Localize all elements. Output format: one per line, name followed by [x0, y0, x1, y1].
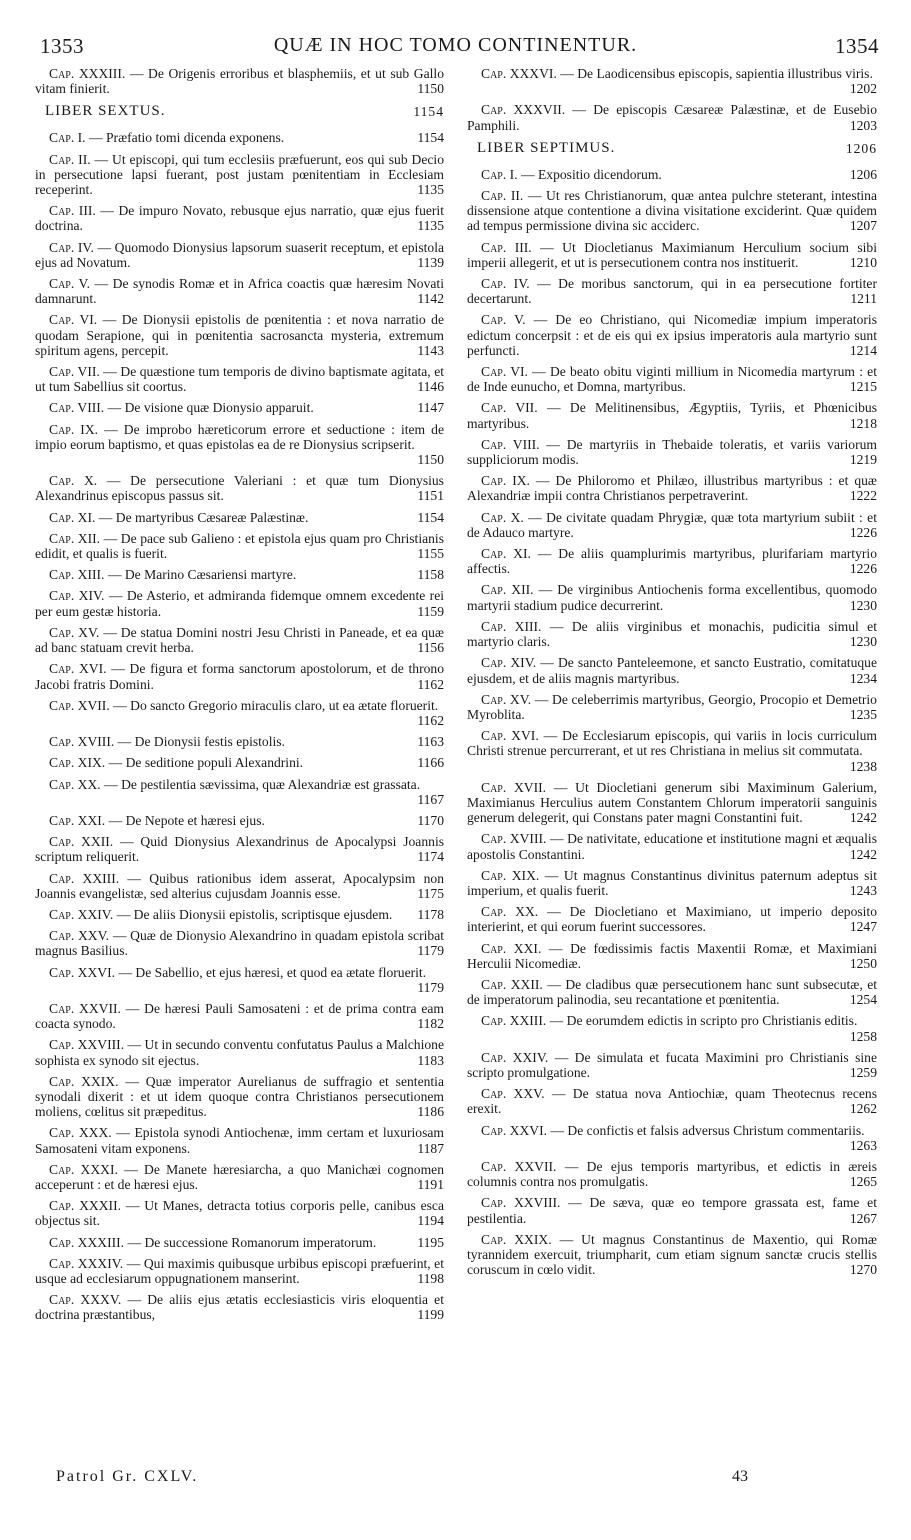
chapter-title: — Quibus rationibus idem asserat, Apocalypsim non Joannis evangelistæ, sed alterius cujusdam Joannis esse.	[35, 870, 444, 901]
chapter-page-number: 1218	[849, 415, 877, 431]
chapter-entry	[35, 907, 444, 922]
chapter-number: Cap. XXVI.	[481, 1122, 548, 1138]
chapter-page-number: 1186	[417, 1104, 444, 1120]
chapter-title: — De statua nova Antiochiæ, quam Theotecnus recens erexit.	[467, 1086, 877, 1117]
chapter-title: — Ut Manes, detracta totius corporis pelle, canibus esca objectus sit.	[35, 1198, 444, 1229]
chapter-number: Cap. XXXIII.	[49, 66, 126, 81]
chapter-page-number: 1258	[849, 1028, 877, 1044]
chapter-page-number: 1202	[849, 81, 877, 97]
chapter-number: Cap. XXII.	[481, 976, 543, 992]
chapter-page-number: 1230	[849, 597, 877, 613]
chapter-entry	[35, 834, 444, 864]
chapter-title: — Qui maximis quibusque urbibus episcopi præfuerint, et usque ad ecclesiarum oppugnationem manserint.	[35, 1255, 444, 1286]
chapter-page-number: 1158	[417, 567, 444, 583]
chapter-number: Cap. XII.	[481, 582, 534, 598]
chapter-number: Cap. XXXIV.	[49, 1255, 124, 1271]
chapter-number: Cap. X.	[481, 509, 524, 525]
chapter-page-number: 1156	[417, 640, 444, 656]
chapter-page-number: 1207	[849, 218, 877, 234]
chapter-number: Cap. IX.	[49, 421, 99, 437]
chapter-entry	[35, 588, 444, 618]
chapter-title: — De Asterio, et admiranda fidemque omnem excedente rei per eum gestæ historia.	[35, 588, 445, 619]
chapter-title: — De Nepote et hæresi ejus.	[108, 812, 265, 828]
chapter-number: Cap. XXI.	[481, 940, 542, 956]
chapter-title: — De Melitinensibus, Ægyptiis, Tyriis, et Phœnicibus martyribus.	[467, 400, 878, 431]
chapter-page-number: 1187	[417, 1140, 444, 1156]
chapter-number: Cap. XXV.	[481, 1086, 545, 1102]
chapter-entry	[467, 868, 877, 898]
section-title: LIBER SEPTIMUS.	[477, 139, 616, 156]
chapter-number: Cap. V.	[49, 276, 90, 292]
chapter-page-number: 1194	[417, 1213, 444, 1229]
chapter-entry	[467, 102, 877, 132]
chapter-entry	[467, 1159, 877, 1189]
chapter-page-number: 1262	[849, 1101, 877, 1117]
chapter-page-number: 1162	[417, 676, 444, 692]
chapter-title: — De pace sub Galieno : et epistola ejus quam pro Christianis edidit, et qualis is fuerit.	[35, 530, 444, 562]
chapter-title: — Ut episcopi, qui tum ecclesiis præfuerunt, eos qui sub Decio in persecutione lapsi fuerant, post justam pœnitentiam in Ecclesiam receperint.	[35, 151, 445, 198]
chapter-entry	[467, 364, 877, 394]
chapter-entry	[35, 661, 444, 691]
chapter-page-number: 1139	[417, 254, 444, 270]
chapter-title: — De aliis ejus ætatis ecclesiasticis viris eloquentia et doctrina præstantibus,	[35, 1292, 444, 1323]
chapter-number: Cap. IV.	[481, 276, 530, 292]
chapter-title: — De martyribus Cæsareæ Palæstinæ.	[98, 509, 309, 525]
chapter-number: Cap. XXIII.	[49, 870, 120, 886]
chapter-title: — De simulata et fucata Maximini pro Christianis sine scripto promulgatione.	[467, 1049, 877, 1080]
chapter-number: Cap. XVI.	[49, 661, 107, 677]
chapter-page-number: 1263	[849, 1137, 877, 1153]
chapter-number: Cap. XIX.	[49, 755, 106, 771]
chapter-number: Cap. XVI.	[481, 728, 539, 744]
chapter-number: Cap. XIV.	[49, 588, 105, 604]
chapter-title: — De cladibus quæ persecutionem hanc sunt subsecutæ, et de imperatorum palinodia, seu recantatione et pœnitentia.	[467, 976, 877, 1008]
chapter-title: — De celeberrimis martyribus, Georgio, Procopio et Demetrio Myroblita.	[467, 691, 877, 722]
chapter-page-number: 1219	[849, 452, 877, 468]
chapter-entry	[35, 276, 444, 306]
chapter-title: — Ut res Christianorum, quæ antea pulchre steterant, intestina dissensione atque contentione a divina visitatione exciderint. Quæ quidem ad tempus permissione divina sic acciderc.	[467, 188, 877, 234]
chapter-page-number: 1142	[417, 291, 444, 307]
left-column	[35, 66, 444, 1329]
chapter-page-number: 1183	[417, 1052, 444, 1068]
chapter-entry	[467, 66, 877, 96]
chapter-page-number: 1159	[417, 603, 444, 619]
book-heading	[477, 141, 877, 159]
page-header	[0, 34, 911, 60]
chapter-number: Cap. XI.	[49, 509, 96, 525]
chapter-title: — Præfatio tomi dicenda exponens.	[88, 130, 285, 146]
chapter-number: Cap. XXVIII.	[49, 1037, 125, 1053]
chapter-number: Cap. XVII.	[49, 697, 110, 713]
chapter-entry	[35, 66, 444, 96]
chapter-number: Cap. XXXV.	[49, 1292, 122, 1308]
chapter-number: Cap. II.	[481, 188, 524, 204]
chapter-number: Cap. XXX.	[49, 1125, 112, 1141]
chapter-page-number: 1270	[849, 1262, 877, 1278]
chapter-page-number: 1175	[417, 885, 444, 901]
chapter-title: — De Laodicensibus episcopis, sapientia illustribus viris.	[560, 66, 873, 81]
chapter-entry	[467, 188, 877, 234]
chapter-page-number: 1211	[850, 291, 877, 307]
chapter-page-number: 1167	[417, 791, 444, 807]
chapter-title: — Expositio dicendorum.	[520, 166, 662, 182]
chapter-number: Cap. XVIII.	[481, 831, 547, 847]
chapter-entry	[35, 734, 444, 749]
volume-signature: Patrol Gr. CXLV.	[56, 1468, 199, 1485]
chapter-page-number: 1143	[417, 342, 444, 358]
chapter-title: — De Diocletiano et Maximiano, ut imperio deposito interierint, et qui eorum fuerint successores.	[467, 904, 878, 935]
chapter-entry	[467, 728, 877, 774]
chapter-title: — De aliis Dionysii epistolis, scriptisque ejusdem.	[116, 906, 393, 922]
chapter-entry	[35, 777, 444, 807]
chapter-number: Cap. XIII.	[481, 618, 542, 634]
chapter-title: — Quæ de Dionysio Alexandrino in quadam epistola scribat magnus Basilius.	[35, 928, 445, 959]
chapter-title: — De figura et forma sanctorum apostolorum, et de throno Jacobi fratris Domini.	[35, 661, 444, 692]
chapter-number: Cap. XXVI.	[49, 964, 116, 980]
chapter-title: — De visione quæ Dionysio apparuit.	[107, 400, 314, 416]
chapter-entry	[35, 473, 444, 503]
chapter-entry	[35, 813, 444, 828]
chapter-entry	[467, 546, 877, 576]
chapter-page-number: 1226	[849, 561, 877, 577]
chapter-number: Cap. XX.	[49, 776, 101, 792]
chapter-entry	[35, 510, 444, 525]
chapter-entry	[467, 1123, 877, 1153]
chapter-page-number: 1259	[849, 1064, 877, 1080]
chapter-entry	[35, 965, 444, 995]
chapter-page-number: 1150	[417, 81, 444, 97]
chapter-entry	[467, 437, 877, 467]
chapter-page-number: 1191	[417, 1176, 444, 1192]
chapter-page-number: 1267	[849, 1210, 877, 1226]
chapter-entry	[35, 422, 444, 468]
chapter-number: Cap. VII.	[49, 364, 100, 380]
chapter-title: — De aliis virginibus et monachis, pudicitia simul et martyrio claris.	[467, 618, 877, 650]
chapter-number: Cap. VIII.	[481, 436, 540, 452]
chapter-title: — De ejus temporis martyribus, et edictis in æreis columnis contra nos promulgatis.	[467, 1158, 877, 1190]
chapter-title: — Quæ imperator Aurelianus de suffragio et sententia synodali dixerit : et ut idem quoque contra Christianos persecutionem moliens, cœlitus sit præpeditus.	[35, 1073, 444, 1120]
chapter-entry	[35, 1001, 444, 1031]
chapter-entry	[35, 1198, 444, 1228]
section-page-number: 1206	[845, 140, 877, 156]
chapter-entry	[467, 1086, 877, 1116]
chapter-entry	[467, 312, 877, 358]
chapter-page-number: 1238	[849, 758, 877, 774]
chapter-title: — De civitate quadam Phrygiæ, quæ tota martyrium subiit : et de Adauco martyre.	[467, 509, 877, 540]
chapter-entry	[35, 928, 444, 958]
chapter-entry	[35, 1037, 444, 1067]
chapter-title: — De hæresi Pauli Samosateni : et de prima contra eam coacta synodo.	[35, 1000, 444, 1032]
chapter-page-number: 1254	[849, 992, 877, 1008]
chapter-page-number: 1242	[849, 846, 877, 862]
chapter-title: — De persecutione Valeriani : et quæ tum Dionysius Alexandrinus episcopus passus sit.	[35, 473, 444, 504]
chapter-number: Cap. XIII.	[49, 567, 105, 583]
chapter-number: Cap. VI.	[481, 364, 528, 380]
chapter-number: Cap. I.	[49, 130, 86, 146]
chapter-entry	[467, 780, 877, 826]
chapter-page-number: 1265	[849, 1174, 877, 1190]
chapter-page-number: 1166	[417, 755, 444, 771]
chapter-page-number: 1170	[417, 812, 444, 828]
chapter-title: — De Dionysii festis epistolis.	[117, 734, 285, 750]
chapter-page-number: 1151	[417, 488, 444, 504]
chapter-title: — De seditione populi Alexandrini.	[108, 755, 304, 771]
chapter-title: — De sæva, quæ eo tempore grassata est, fame et pestilentia.	[467, 1195, 877, 1226]
chapter-page-number: 1222	[849, 488, 877, 504]
chapter-page-number: 1162	[417, 712, 444, 728]
chapter-title: — De quæstione tum temporis de divino baptismate agitata, et ut tum Sabellius sit coortus.	[35, 364, 445, 395]
chapter-title: — Quid Dionysius Alexandrinus de Apocalypsi Joannis scriptum reliquerit.	[35, 834, 445, 865]
right-column	[467, 66, 877, 1283]
chapter-title: — Do sancto Gregorio miraculis claro, ut ea ætate floruerit.	[113, 697, 439, 713]
chapter-title: — De martyriis in Thebaide toleratis, et variis variorum suppliciorum modis.	[467, 436, 877, 468]
chapter-number: Cap. XXXIII.	[49, 1234, 125, 1250]
chapter-page-number: 1195	[417, 1234, 444, 1250]
chapter-number: Cap. XXIX.	[481, 1231, 552, 1247]
chapter-number: Cap. IX.	[481, 473, 530, 489]
chapter-page-number: 1242	[849, 810, 877, 826]
chapter-page-number: 1179	[417, 979, 444, 995]
chapter-entry	[467, 1013, 877, 1043]
chapter-page-number: 1243	[849, 882, 877, 898]
chapter-title: — De virginibus Antiochenis forma excellentibus, quomodo martyrii stadium pudice decurrerint.	[467, 582, 878, 613]
chapter-page-number: 1135	[417, 218, 444, 234]
chapter-entry	[467, 240, 877, 270]
chapter-number: Cap. XV.	[481, 691, 532, 707]
chapter-entry	[35, 130, 444, 145]
chapter-number: Cap. III.	[49, 203, 96, 219]
chapter-title: — Ut magnus Constantinus de Maxentio, qui Romæ tyrannidem exercuit, triumpharit, cum etiam signum sanctæ crucis stellis coruscum in cœlo vidit.	[467, 1231, 877, 1278]
chapter-title: — De Sabellio, et ejus hæresi, et quod ea ætate floruerit.	[118, 964, 427, 980]
chapter-entry	[35, 531, 444, 561]
section-title: LIBER SEXTUS.	[45, 103, 166, 120]
chapter-entry	[467, 655, 877, 685]
chapter-entry	[35, 871, 444, 901]
chapter-title: — De eo Christiano, qui Nicomediæ impium imperatoris edictum concerpsit : et de eis qui ex ipsius imperatoris aula martyrio sunt perfuncti.	[467, 312, 877, 358]
chapter-number: Cap. X.	[49, 473, 98, 489]
chapter-entry	[35, 1235, 444, 1250]
chapter-entry	[35, 625, 444, 655]
chapter-title: — De Marino Cæsariensi martyre.	[107, 567, 297, 583]
chapter-number: Cap. XV.	[49, 624, 100, 640]
chapter-page-number: 1178	[417, 906, 444, 922]
chapter-page-number: 1250	[849, 955, 877, 971]
chapter-number: Cap. XVII.	[481, 779, 547, 795]
chapter-number: Cap. IV.	[49, 239, 94, 255]
chapter-page-number: 1206	[849, 166, 877, 182]
chapter-page-number: 1235	[849, 706, 877, 722]
chapter-page-number: 1198	[417, 1271, 444, 1286]
chapter-number: Cap. VIII.	[49, 400, 105, 416]
chapter-page-number: 1179	[417, 943, 444, 959]
chapter-title: — De moribus sanctorum, qui in ea persecutione fortiter decertarunt.	[467, 276, 877, 307]
chapter-entry	[35, 1125, 444, 1155]
chapter-page-number: 1155	[417, 546, 444, 562]
chapter-page-number: 1135	[417, 182, 444, 198]
chapter-page-number: 1203	[849, 117, 877, 133]
chapter-page-number: 1182	[417, 1016, 444, 1032]
chapter-title: — Epistola synodi Antiochenæ, imm certam et luxuriosam Samosateni vitam exponens.	[35, 1125, 444, 1156]
chapter-title: — De Manete hæresiarcha, a quo Manichæi cognomen acceperunt : et de hæresi ejus.	[35, 1161, 445, 1192]
chapter-entry	[467, 473, 877, 503]
chapter-title: — De Ecclesiarum episcopis, qui variis in locis curriculum Christi strenue percurrerant, et ut res Christiana in melius sit commutata.	[467, 728, 877, 759]
chapter-title: — De fœdissimis factis Maxentii Romæ, et Maximiani Herculii Nicomediæ.	[467, 940, 877, 971]
chapter-page-number: 1210	[849, 254, 877, 270]
chapter-page-number: 1146	[417, 379, 444, 395]
chapter-number: Cap. XVIII.	[49, 734, 115, 750]
chapter-title: — De Philoromo et Philæo, illustribus martyribus : et quæ Alexandriæ impii contra Christianos perpetraverint.	[467, 473, 877, 504]
chapter-number: Cap. XI.	[481, 546, 531, 562]
chapter-number: Cap. XXVIII.	[481, 1195, 561, 1211]
chapter-title: — Quomodo Dionysius lapsorum suaserit receptum, et epistola ejus ad Novatum.	[35, 239, 445, 270]
chapter-entry	[35, 152, 444, 198]
section-page-number: 1154	[413, 104, 444, 120]
chapter-number: Cap. XXVII.	[481, 1158, 557, 1174]
chapter-entry	[35, 240, 444, 270]
chapter-number: Cap. XXIX.	[49, 1073, 119, 1089]
chapter-number: Cap. VII.	[481, 400, 538, 416]
chapter-entry	[467, 904, 877, 934]
chapter-title: — De eorumdem edictis in scripto pro Christianis editis.	[549, 1013, 858, 1029]
chapter-title: — De statua Domini nostri Jesu Christi in Paneade, et ea quæ ad banc statuam crevit herba.	[35, 624, 444, 656]
chapter-page-number: 1230	[849, 634, 877, 650]
chapter-number: Cap. XIV.	[481, 655, 537, 671]
chapter-page-number: 1234	[849, 670, 877, 686]
chapter-page-number: 1150	[417, 452, 444, 468]
chapter-title: — De beato obitu viginti millium in Nicomedia martyrum : et de Inde eunucho, et Domna, martyribus.	[467, 364, 877, 395]
chapter-title: — Ut in secundo conventu confutatus Paulus a Malchione sophista ex synodo sit ejectus.	[35, 1037, 444, 1068]
chapter-number: Cap. XIX.	[481, 867, 540, 883]
chapter-title: — De synodis Romæ et in Africa coactis quæ hæresim Novati damnarunt.	[35, 276, 444, 307]
chapter-title: — Ut Diocletiani generum sibi Maximinum Galerium, Maximianus Herculius autem Constantem Chlorum imperatorii sanguinis generum delegerit, qui Constans pater magni Constantini fuit.	[467, 779, 877, 826]
page-number-right: 1354	[835, 34, 879, 58]
chapter-entry	[467, 977, 877, 1007]
chapter-entry	[35, 567, 444, 582]
chapter-title: — De Dionysii epistolis de pœnitentia : et nova narratio de quodam Serapione, qui in pœnitentia sacrosancta mysteria, extremum spiritum agens, percepit.	[35, 312, 444, 358]
chapter-entry	[467, 1050, 877, 1080]
chapter-page-number: 1247	[849, 919, 877, 935]
chapter-title: — De Origenis erroribus et blasphemiis, et ut sub Gallo vitam finierit.	[35, 66, 444, 97]
chapter-entry	[35, 1292, 444, 1322]
chapter-entry	[35, 755, 444, 770]
chapter-title: — De pestilentia sævissima, quæ Alexandriæ est grassata.	[104, 776, 421, 792]
chapter-page-number: 1154	[417, 130, 444, 146]
running-title: QUÆ IN HOC TOMO CONTINENTUR.	[273, 34, 638, 56]
chapter-title: — De improbo hæreticorum errore et seductione : item de impio eorum baptismo, et quas epistolas ea de re Dionysius scripserit.	[35, 421, 444, 452]
chapter-entry	[35, 1162, 444, 1192]
chapter-entry	[467, 692, 877, 722]
chapter-number: Cap. XXVII.	[49, 1000, 121, 1016]
chapter-entry	[467, 941, 877, 971]
page-number-left: 1353	[40, 34, 84, 58]
chapter-page-number: 1154	[417, 509, 444, 525]
chapter-number: Cap. XXXVI.	[481, 66, 557, 81]
chapter-entry	[467, 1195, 877, 1225]
chapter-entry	[35, 1256, 444, 1286]
chapter-title: — Ut Diocletianus Maximianum Herculium socium sibi imperii allegerit, et ut is persecutionem contra nos instituerit.	[467, 239, 877, 270]
sheet-number: 43	[732, 1468, 748, 1485]
chapter-entry	[467, 619, 877, 649]
chapter-title: — De episcopis Cæsareæ Palæstinæ, et de Eusebio Pamphili.	[467, 102, 877, 133]
chapter-title: — De successione Romanorum imperatorum.	[127, 1234, 377, 1250]
chapter-title: — De confictis et falsis adversus Christum commentariis.	[550, 1122, 865, 1138]
chapter-entry	[35, 364, 444, 394]
chapter-number: Cap. XXII.	[49, 834, 114, 850]
chapter-entry	[35, 312, 444, 358]
chapter-entry	[467, 167, 877, 182]
chapter-number: Cap. III.	[481, 239, 532, 255]
chapter-entry	[467, 510, 877, 540]
chapter-page-number: 1147	[417, 400, 444, 416]
chapter-entry	[467, 400, 877, 430]
chapter-number: Cap. XXIV.	[481, 1049, 549, 1065]
chapter-number: Cap. II.	[49, 151, 91, 167]
chapter-title: — Ut magnus Constantinus divinitus paternum adeptus sit imperium, et qualis fuerit.	[467, 867, 877, 898]
chapter-number: Cap. VI.	[49, 312, 98, 328]
chapter-page-number: 1163	[417, 734, 444, 750]
chapter-page-number: 1174	[417, 849, 444, 865]
chapter-entry	[467, 831, 877, 861]
chapter-entry	[467, 1232, 877, 1278]
chapter-number: Cap. XXXI.	[49, 1161, 118, 1177]
chapter-entry	[467, 276, 877, 306]
chapter-entry	[467, 582, 877, 612]
chapter-entry	[35, 1074, 444, 1120]
chapter-title: — De nativitate, educatione et institutione magni et æqualis apostolis Constantini.	[467, 831, 878, 862]
chapter-title: — De impuro Novato, rebusque ejus narratio, quæ ejus fuerit doctrina.	[35, 203, 444, 234]
chapter-number: Cap. XXIII.	[481, 1013, 547, 1029]
chapter-number: Cap. XXV.	[49, 928, 110, 944]
chapter-number: Cap. XXIV.	[49, 906, 114, 922]
chapter-number: Cap. XII.	[49, 530, 101, 546]
chapter-title: — De aliis quamplurimis martyribus, plurifariam martyrio affectis.	[467, 546, 877, 577]
chapter-page-number: 1214	[849, 342, 877, 358]
chapter-page-number: 1226	[849, 524, 877, 540]
chapter-page-number: 1215	[849, 379, 877, 395]
chapter-number: Cap. XXXII.	[49, 1198, 121, 1214]
chapter-entry	[35, 203, 444, 233]
book-heading	[45, 104, 444, 122]
chapter-page-number: 1199	[417, 1307, 444, 1323]
chapter-number: Cap. XXXVII.	[481, 102, 566, 118]
chapter-number: Cap. XXI.	[49, 812, 106, 828]
chapter-entry	[35, 698, 444, 728]
chapter-title: — De sancto Panteleemone, et sancto Eustratio, comitatuque ejusdem, et de aliis magnis martyribus.	[467, 655, 877, 686]
chapter-number: Cap. XX.	[481, 904, 539, 920]
chapter-entry	[35, 400, 444, 415]
chapter-number: Cap. V.	[481, 312, 526, 328]
chapter-number: Cap. I.	[481, 166, 518, 182]
page-footer	[0, 1468, 911, 1492]
